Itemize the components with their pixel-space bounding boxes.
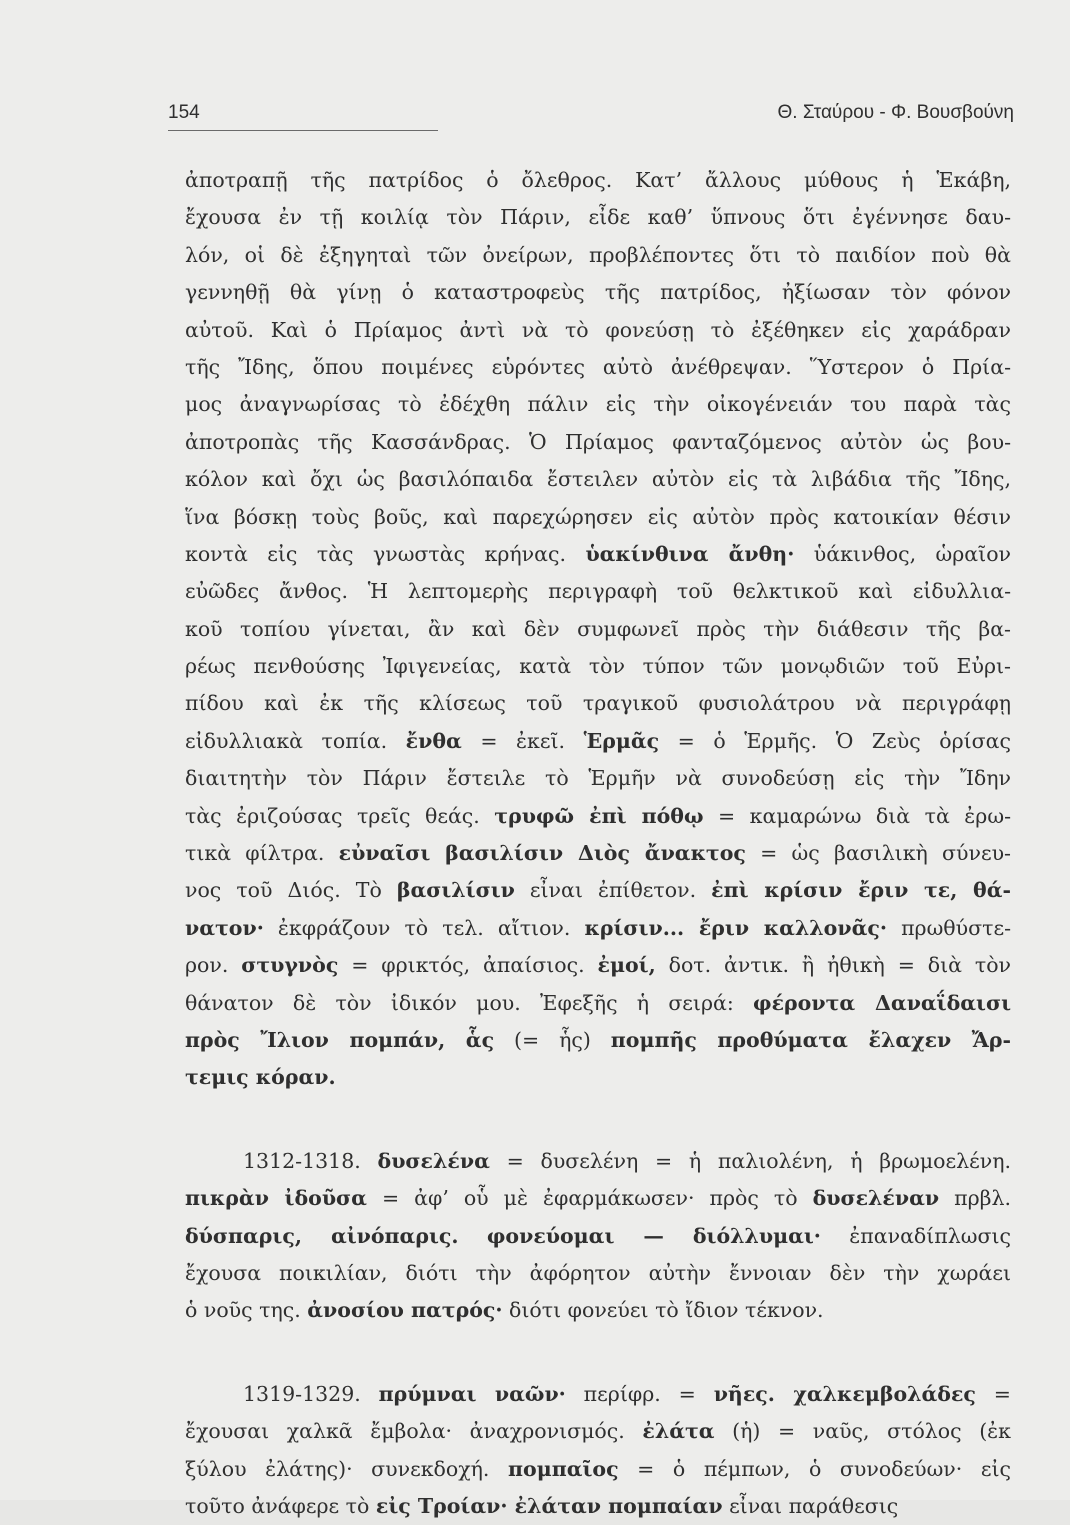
- text-run: κοῦ τοπίου γίνεται, ἂν καὶ δὲν συμφωνεῖ πρὸς τὴν διάθεσιν τῆς βα-: [185, 616, 1011, 641]
- text-line: [185, 910, 1011, 947]
- text-run: μος ἀναγνωρίσας τὸ ἐδέχθη πάλιν εἰς τὴν οἰκογένειάν του παρὰ τὰς: [185, 392, 1011, 417]
- text-run: κόλον καὶ ὄχι ὡς βασιλόπαιδα ἔστειλεν αὐτὸν εἰς τὰ λιβάδια τῆς Ἴδης,: [185, 467, 1011, 492]
- lemma-term: νῆες. χαλκεμβολάδες: [713, 1381, 976, 1406]
- lemma-term: δύσπαρις, αἰνόπαρις.: [185, 1223, 459, 1248]
- text-run: 1319-1329.: [243, 1381, 379, 1406]
- text-run: εἰδυλλιακὰ τοπία.: [185, 728, 406, 753]
- text-run: ἔχουσα ποικιλίαν, διότι τὴν ἀφόρητον αὐτὴν ἔννοιαν δὲν τὴν χωράει: [185, 1260, 1011, 1285]
- text-run: διαιτητὴν τὸν Πάριν ἔστειλε τὸ Ἑρμῆν νὰ συνοδεύσῃ εἰς τὴν Ἴδην: [185, 766, 1011, 791]
- text-line: [185, 1488, 1011, 1525]
- text-run: ἀποτραπῇ τῆς πατρίδος ὁ ὄλεθρος. Κατ’ ἄλλους μύθους ἡ Ἑκάβη,: [185, 168, 1011, 192]
- paragraph: [185, 162, 1011, 1097]
- text-run: λόν, οἱ δὲ ἐξηγηταὶ τῶν ὀνείρων, προβλέποντες ὅτι τὸ παιδίον ποὺ θὰ: [185, 242, 1011, 267]
- text-run: εἶναι ἐπίθετον.: [514, 878, 712, 903]
- text-run: = ἐκεῖ.: [461, 728, 584, 753]
- text-run: διότι φονεύει τὸ ἴδιον τέκνον.: [502, 1298, 824, 1323]
- text-line: [185, 1022, 1011, 1059]
- paragraph-gap: [185, 1097, 1011, 1143]
- text-line: [185, 1255, 1011, 1292]
- text-run: [459, 1224, 487, 1248]
- text-run: εἶναι παράθεσις: [722, 1493, 899, 1518]
- text-run: τικὰ φίλτρα.: [185, 841, 339, 866]
- text-run: τῆς Ἴδης, ὅπου ποιμένες εὑρόντες αὐτὸ ἀνέθρεψαν. Ὕστερον ὁ Πρία-: [185, 354, 1011, 379]
- header-rule: [168, 130, 438, 131]
- text-line: [185, 499, 1011, 536]
- text-run: 1312-1318.: [243, 1148, 378, 1173]
- lemma-term: στυγνὸς: [241, 953, 339, 978]
- text-run: πρβλ.: [939, 1186, 1011, 1211]
- lemma-term: πικρὰν ἰδοῦσα: [185, 1186, 367, 1211]
- lemma-term: δυσελέναν: [812, 1186, 940, 1211]
- paragraph: [185, 1143, 1011, 1330]
- lemma-term: φέροντα Δαναΐδαισι: [753, 990, 1012, 1015]
- text-run: ὁ νοῦς της.: [185, 1298, 308, 1323]
- lemma-term: ὑακίνθινα ἄνθη·: [585, 541, 795, 566]
- paragraph-gap: [185, 1330, 1011, 1376]
- text-run: ἵνα βόσκῃ τοὺς βοῦς, καὶ παρεχώρησεν εἰς αὐτὸν πρὸς κατοικίαν θέσιν: [185, 504, 1011, 529]
- text-line: [185, 798, 1011, 835]
- text-line: [185, 1413, 1011, 1450]
- text-run: = ὁ πέμπων, ὁ συνοδεύων· εἰς: [618, 1456, 1012, 1481]
- text-run: τὰς ἐριζούσας τρεῖς θεάς.: [185, 803, 495, 828]
- text-run: ρέως πενθούσης Ἰφιγενείας, κατὰ τὸν τύπον τῶν μονῳδιῶν τοῦ Εὐρι-: [185, 654, 1011, 679]
- text-run: γεννηθῇ θὰ γίνῃ ὁ καταστροφεὺς τῆς πατρίδος, ἠξίωσαν τὸν φόνον: [185, 280, 1011, 305]
- lemma-term: εἰς Τροίαν· ἐλάταν πομπαίαν: [375, 1493, 723, 1518]
- text-run: πρωθύστε-: [886, 915, 1011, 940]
- text-line: [185, 1451, 1011, 1488]
- text-line: [185, 536, 1011, 573]
- text-run: (ἡ) = ναῦς, στόλος (ἐκ: [714, 1419, 1011, 1444]
- page-header: [168, 96, 1014, 126]
- text-run: τοῦτο ἀνάφερε τὸ: [185, 1493, 376, 1518]
- text-line: [185, 424, 1011, 461]
- text-run: κοντὰ εἰς τὰς γνωστὰς κρήνας.: [185, 541, 586, 566]
- text-line: [185, 1143, 1011, 1180]
- lemma-term: κρίσιν... ἔριν καλλονᾶς·: [584, 915, 887, 940]
- lemma-term: δυσελένα: [377, 1148, 490, 1173]
- text-line: [185, 237, 1011, 274]
- text-run: περίφρ. =: [565, 1381, 714, 1406]
- lemma-term: Ἑρμᾶς: [583, 728, 660, 753]
- text-run: = καμαρώνω διὰ τὰ ἐρω-: [703, 803, 1012, 828]
- text-run: ἐπαναδίπλωσις: [820, 1223, 1011, 1248]
- text-run: = ἀφ’ οὗ μὲ ἐφαρμάκωσεν· πρὸς τὸ: [366, 1186, 813, 1211]
- text-run: ἔχουσα ἐν τῇ κοιλίᾳ τὸν Πάριν, εἶδε καθ’ ὕπνους ὅτι ἐγέννησε δαυ-: [185, 205, 1011, 230]
- lemma-term: εὐναῖσι βασιλίσιν Διὸς ἄνακτος: [338, 841, 746, 866]
- text-run: εὐῶδες ἄνθος. Ἡ λεπτομερὴς περιγραφὴ τοῦ θελκτικοῦ καὶ εἰδυλλια-: [185, 579, 1011, 604]
- text-line: [185, 274, 1011, 311]
- lemma-term: πρύμναι ναῶν·: [378, 1381, 566, 1406]
- page-number: 154: [168, 102, 200, 123]
- lemma-term: νατον·: [185, 915, 264, 940]
- text-line: [185, 835, 1011, 872]
- text-run: ξύλου ἐλάτης)· συνεκδοχή.: [185, 1456, 509, 1481]
- text-run: = δυσελένη = ἡ παλιολένη, ἡ βρωμοελένη.: [489, 1148, 1011, 1173]
- text-line: [185, 461, 1011, 498]
- lemma-term: τρυφῶ ἐπὶ πόθῳ: [494, 803, 704, 828]
- text-line: [185, 685, 1011, 722]
- text-run: ἐκφράζουν τὸ τελ. αἴτιον.: [263, 915, 585, 940]
- text-line: [185, 611, 1011, 648]
- text-run: δοτ. ἀντικ. ἢ ἠθικὴ = διὰ τὸν: [655, 953, 1012, 978]
- paragraph: [185, 1376, 1011, 1525]
- text-line: [185, 872, 1011, 909]
- lemma-term: ἐπὶ κρίσιν ἔριν τε, θά-: [711, 878, 1012, 903]
- text-run: = ὡς βασιλικὴ σύνευ-: [745, 841, 1011, 866]
- text-line: [185, 349, 1011, 386]
- lemma-term: ἔνθα: [405, 728, 462, 753]
- text-line: [185, 1180, 1011, 1217]
- lemma-term: πρὸς Ἴλιον πομπάν, ἇς: [185, 1027, 495, 1052]
- text-line: [185, 1059, 1011, 1096]
- text-line: [185, 760, 1011, 797]
- text-line: [185, 1292, 1011, 1329]
- text-line: [185, 312, 1011, 349]
- text-run: νος τοῦ Διός. Τὸ: [185, 878, 397, 903]
- text-line: [185, 985, 1011, 1022]
- text-run: πίδου καὶ ἐκ τῆς κλίσεως τοῦ τραγικοῦ φυσιολάτρου νὰ περιγράφῃ: [185, 691, 1011, 716]
- text-run: = ὁ Ἑρμῆς. Ὁ Ζεὺς ὁρίσας: [659, 728, 1011, 753]
- lemma-term: τεμις κόραν.: [185, 1065, 336, 1090]
- text-line: [185, 648, 1011, 685]
- text-run: θάνατον δὲ τὸν ἰδικόν μου. Ἐφεξῆς ἡ σειρά:: [185, 990, 754, 1015]
- text-run: ἔχουσαι χαλκᾶ ἔμβολα· ἀναχρονισμός.: [185, 1419, 643, 1444]
- text-line: [185, 1376, 1011, 1413]
- commentary-text: [185, 162, 1011, 1525]
- lemma-term: πομπῆς προθύματα ἔλαχεν Ἄρ-: [610, 1027, 1011, 1052]
- lemma-term: ἐλάτα: [642, 1419, 715, 1444]
- lemma-term: πομπαῖος: [508, 1456, 619, 1481]
- text-run: = φρικτός, ἀπαίσιος.: [338, 953, 598, 978]
- text-run: αὐτοῦ. Καὶ ὁ Πρίαμος ἀντὶ νὰ τὸ φονεύσῃ τὸ ἐξέθηκεν εἰς χαράδραν: [185, 317, 1011, 342]
- text-run: ρον.: [185, 953, 242, 978]
- text-line: [185, 723, 1011, 760]
- lemma-term: ἀνοσίου πατρός·: [307, 1298, 503, 1323]
- text-run: ἀποτροπὰς τῆς Κασσάνδρας. Ὁ Πρίαμος φανταζόμενος αὐτὸν ὡς βου-: [185, 429, 1011, 454]
- lemma-term: φονεύομαι — διόλλυμαι·: [486, 1223, 821, 1248]
- text-run: =: [975, 1381, 1011, 1406]
- lemma-term: βασιλίσιν: [396, 878, 515, 903]
- text-line: [185, 947, 1011, 984]
- text-line: [185, 386, 1011, 423]
- text-run: (= ἧς): [494, 1027, 611, 1052]
- text-run: ὑάκινθος, ὡραῖον: [794, 541, 1011, 566]
- running-head-authors: Θ. Σταύρου - Φ. Βουσβούνη: [777, 102, 1014, 123]
- text-line: [185, 1218, 1011, 1255]
- text-line: [185, 162, 1011, 199]
- text-line: [185, 199, 1011, 236]
- text-line: [185, 573, 1011, 610]
- lemma-term: ἐμοί,: [597, 953, 656, 978]
